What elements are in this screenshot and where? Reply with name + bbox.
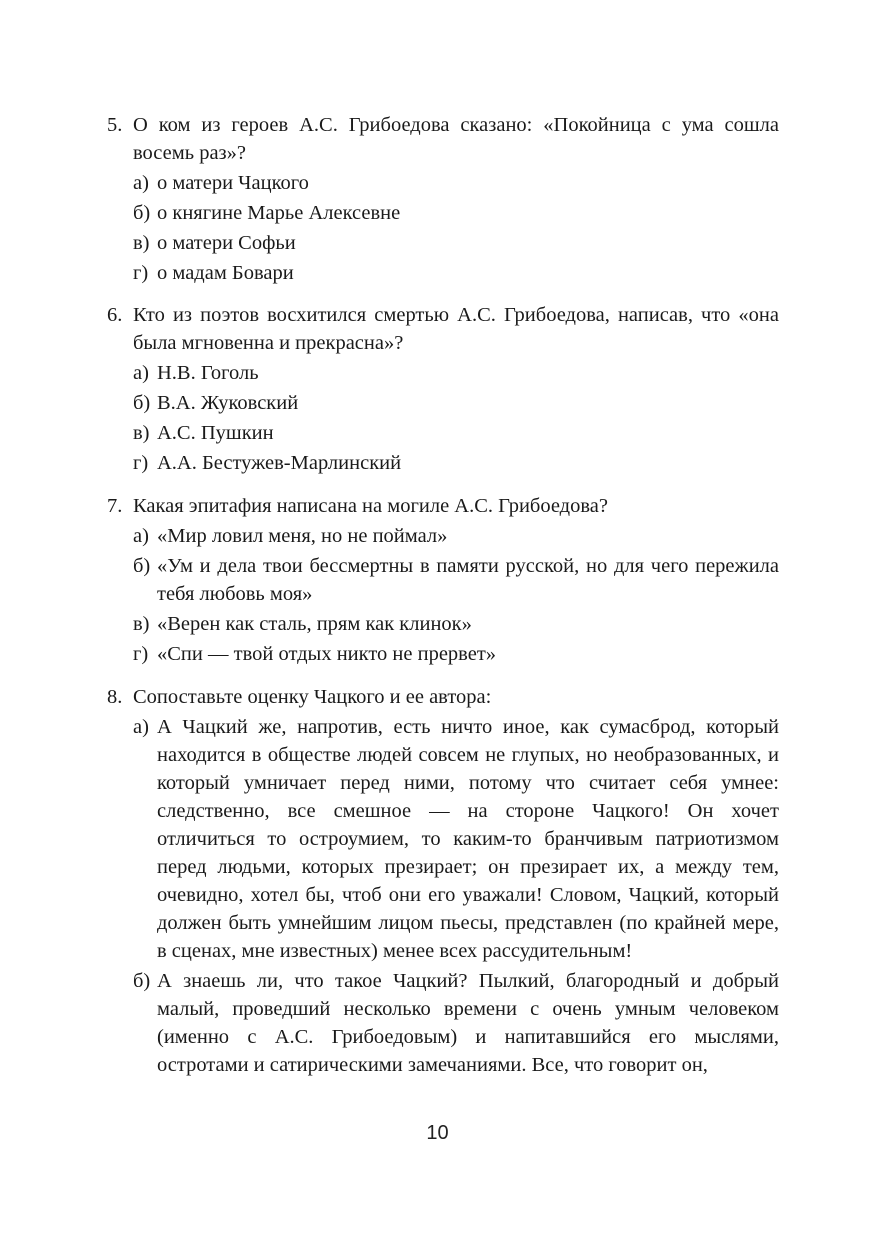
options-list — [133, 359, 779, 477]
option-text: о матери Чацкого — [157, 172, 309, 194]
question-text: Какая эпитафия написана на могиле А.С. Грибоедова? — [133, 495, 608, 517]
option-a — [133, 169, 779, 197]
option-b — [133, 552, 779, 608]
option-letter: б) — [133, 202, 151, 224]
option-c — [133, 229, 779, 257]
option-letter: г) — [133, 262, 149, 284]
option-text: Н.В. Гоголь — [157, 362, 259, 384]
question-number: 5. — [107, 114, 123, 136]
question-text: О ком из героев А.С. Грибоедова сказано: «Покойница с ума сошла восемь раз»? — [133, 114, 779, 164]
option-a — [133, 522, 779, 550]
question-number: 6. — [107, 304, 123, 326]
option-text: В.А. Жуковский — [157, 392, 299, 414]
option-text: о матери Софьи — [157, 232, 296, 254]
option-letter: а) — [133, 172, 149, 194]
option-d — [133, 259, 779, 287]
options-list — [133, 522, 779, 668]
question-5-stem — [107, 111, 779, 167]
option-a — [133, 713, 779, 965]
question-8 — [107, 683, 779, 1079]
option-letter: а) — [133, 716, 149, 738]
options-list — [133, 169, 779, 287]
question-7-stem — [107, 492, 779, 520]
option-text: А.А. Бестужев-Марлинский — [157, 452, 402, 474]
option-text: о мадам Бовари — [157, 262, 294, 284]
question-6 — [107, 301, 779, 477]
option-c — [133, 419, 779, 447]
option-letter: а) — [133, 525, 149, 547]
option-c — [133, 610, 779, 638]
option-text: А.С. Пушкин — [157, 422, 274, 444]
option-text: «Ум и дела твои бессмертны в памяти русской, но для чего пережила тебя любовь моя» — [157, 555, 779, 605]
option-text: «Спи — твой отдых никто не прервет» — [157, 643, 497, 665]
option-letter: в) — [133, 422, 150, 444]
option-a — [133, 359, 779, 387]
option-letter: а) — [133, 362, 149, 384]
question-text: Сопоставьте оценку Чацкого и ее автора: — [133, 686, 492, 708]
option-text: о княгине Марье Алексевне — [157, 202, 401, 224]
question-text: Кто из поэтов восхитился смертью А.С. Грибоедова, написав, что «она была мгновенна и прекрасна»? — [133, 304, 779, 354]
option-text: «Мир ловил меня, но не поймал» — [157, 525, 448, 547]
option-letter: в) — [133, 613, 150, 635]
option-letter: г) — [133, 643, 149, 665]
question-number: 8. — [107, 686, 123, 708]
question-6-stem — [107, 301, 779, 357]
option-b — [133, 967, 779, 1079]
option-text: «Верен как сталь, прям как клинок» — [157, 613, 472, 635]
option-letter: г) — [133, 452, 149, 474]
options-list — [133, 713, 779, 1079]
option-b — [133, 389, 779, 417]
question-5 — [107, 111, 779, 287]
question-8-stem — [107, 683, 779, 711]
option-text: А знаешь ли, что такое Чацкий? Пылкий, благородный и добрый малый, проведший несколько времени с очень умным человеком (именно с А.С. Грибоедовым) и напитавшийся его мыслями, остротами и сатирическими замечаниями. Все, что говорит он, — [157, 970, 779, 1076]
question-7 — [107, 492, 779, 668]
option-d — [133, 449, 779, 477]
option-letter: б) — [133, 970, 151, 992]
question-number: 7. — [107, 495, 123, 517]
option-b — [133, 199, 779, 227]
page-number: 10 — [426, 1122, 449, 1144]
option-letter: б) — [133, 555, 151, 577]
option-text: А Чацкий же, напротив, есть ничто иное, как сумасброд, который находится в обществе людей совсем не глупых, но необразованных, и который умничает перед ними, потому что считает себя умнее: следственно, все смешное — на стороне Чацкого! Он хочет отличиться то остроумием, то каким-то бранчивым патриотизмом перед людьми, которых презирает; он презирает их, а между тем, очевидно, хотел бы, чтоб они его уважали! Словом, Чацкий, который должен быть умнейшим лицом пьесы, представлен (по крайней мере, в сценах, мне известных) менее всех рассудительным! — [157, 716, 779, 962]
option-letter: в) — [133, 232, 150, 254]
option-letter: б) — [133, 392, 151, 414]
option-d — [133, 640, 779, 668]
